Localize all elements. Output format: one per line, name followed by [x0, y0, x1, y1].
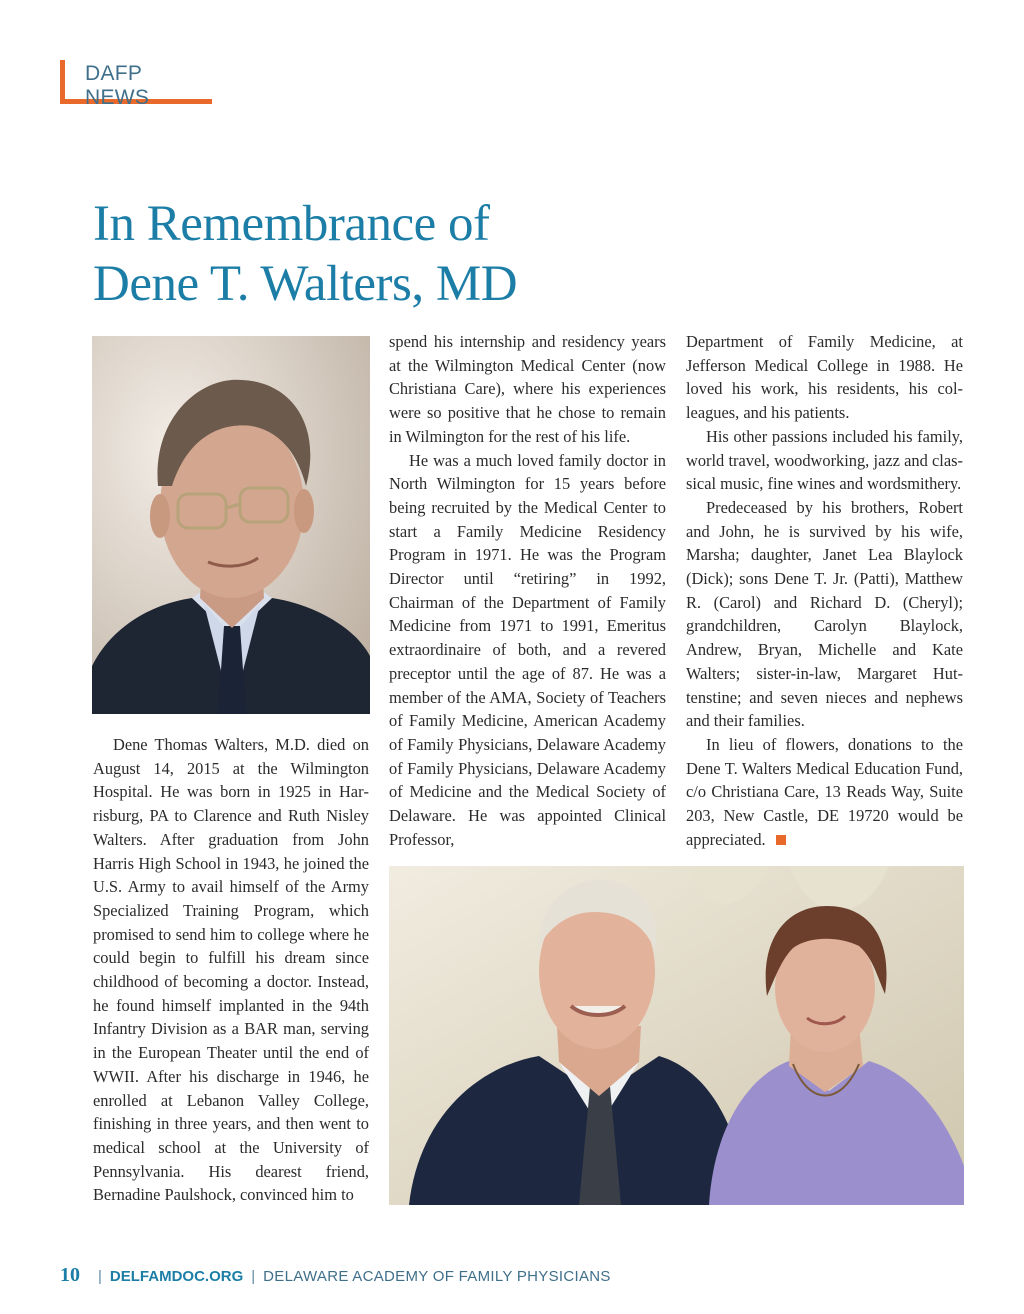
portrait-photo	[92, 336, 370, 714]
article-column-1	[93, 733, 369, 1207]
closing-text: In lieu of flowers, donations to the Dene T. Walters Medical Education Fund, c/o Christiana Care, 13 Reads Way, Suite 203, New Castle, DE 19720 would be appreciated.	[686, 734, 963, 849]
couple-photo	[389, 866, 964, 1205]
article-title	[93, 194, 517, 314]
section-label: DAFP NEWS	[85, 62, 150, 109]
footer-separator: |	[98, 1268, 102, 1285]
footer-separator: |	[251, 1268, 256, 1285]
article-paragraph: Predeceased by his brothers, Robert and John, he is survived by his wife, Marsha; daughter, Janet Lea Blaylock (Dick); sons Dene T. Jr. (Patti), Matthew R. (Carol) and Richard D. (Cheryl); grandchildren, Carolyn Blaylock, Andrew, Bryan, Michelle and Kate Walters; sister-in-law, Margaret Huttenstine; and seven nieces and nephews and their families.	[686, 497, 963, 731]
article-paragraph: His other passions included his family, world travel, woodworking, jazz and classical music, fine wines and wordsmithery.	[686, 426, 963, 494]
page-footer	[60, 1264, 611, 1287]
footer-organization: DELAWARE ACADEMY OF FAMILY PHYSICIANS	[263, 1268, 611, 1285]
article-paragraph: Dene Thomas Walters, M.D. died on August 14, 2015 at the Wilmington Hospital. He was born in 1925 in Harrisburg, PA to Clarence and Ruth Nisley Walters. After graduation from John Harris High School in 1943, he joined the U.S. Army to avail himself of the Army Specialized Training Program, which promised to send him to college where he could begin to fulfill his dream since childhood of becoming a doctor. Instead, he found himself implanted in the 94th Infantry Division as a BAR man, serving in the European Theater until the end of WWII. After his discharge in 1946, he enrolled at Lebanon Valley College, finishing in three years, and then went to medical school at the University of Pennsylvania. His dearest friend, Bernadine Paulshock, convinced him to	[93, 735, 369, 1205]
article-paragraph: Department of Family Medicine, at Jefferson Medical College in 1988. He loved his work, his residents, his colleagues, and his patients.	[686, 332, 963, 423]
footer-website-link[interactable]: DELFAMDOC.ORG	[109, 1268, 244, 1285]
article-paragraph: spend his internship and residency years at the Wilmington Medical Center (now Christiana Care), where his experiences were so positive that he chose to remain in Wilmington for the rest of his life.	[389, 332, 666, 446]
title-line-2: Dene T. Walters, MD	[93, 256, 518, 312]
end-of-article-marker	[776, 835, 786, 845]
title-line-1: In Remembrance of	[93, 196, 490, 252]
article-paragraph-final	[686, 733, 963, 852]
article-paragraph: He was a much loved family doctor in North Wilmington for 15 years before being recruited by the Medical Center to start a Family Medicine Residency Program in 1971. He was the Program Director until “retiring” in 1992, Chairman of the Department of Family Medicine from 1971 to 1991, Emeritus extraordinaire of both, and a revered preceptor until the age of 87. He was a member of the AMA, Society of Teachers of Family Medicine, American Academy of Family Physicians, Delaware Academy of Family Physicians, Delaware Academy of Medicine and the Medical Society of Delaware. He was appointed Clinical Professor,	[389, 450, 666, 849]
section-tag	[60, 60, 212, 109]
page-number: 10	[60, 1264, 80, 1286]
article-column-2	[389, 330, 666, 851]
article-column-3	[686, 330, 963, 851]
couple-illustration	[389, 866, 964, 1205]
portrait-illustration	[92, 336, 370, 714]
